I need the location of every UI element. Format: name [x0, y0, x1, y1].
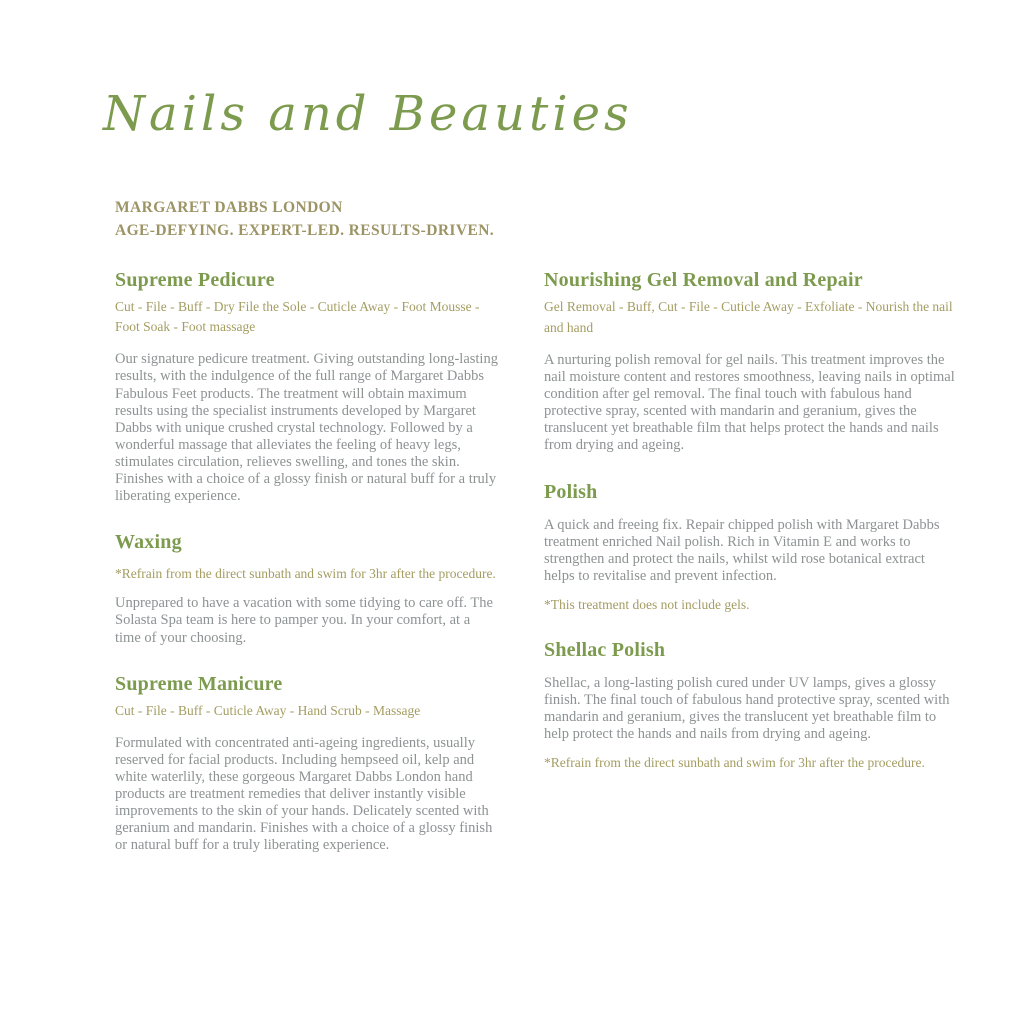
service-heading: Waxing [115, 531, 182, 554]
brand-block [115, 196, 498, 243]
section-polish [544, 481, 958, 613]
service-note: *Refrain from the direct sunbath and swim for 3hr after the procedure. [115, 566, 496, 582]
section-gel-removal [544, 269, 958, 455]
left-column [115, 196, 498, 854]
service-note: *This treatment does not include gels. [544, 596, 750, 612]
service-heading: Nourishing Gel Removal and Repair [544, 269, 863, 291]
service-description: Unprepared to have a vacation with some tidying to care off. The Solasta Spa team is here to pamper you. In your comfort, at a time of your choosing. [115, 595, 493, 646]
brand-name: MARGARET DABBS LONDON [115, 199, 343, 216]
service-description: Formulated with concentrated anti-ageing ingredients, usually reserved for facial products. Including hempseed oil, kelp and white waterlily, these gorgeous Margaret Dabbs London hand products are treatment remedies that deliver instantly visible improvements to the skin of your hands. Delicately scented with geranium and mandarin. Finishes with a choice of a glossy finish or natural buff for a truly liberating experience. [115, 734, 493, 854]
service-description: A quick and freeing fix. Repair chipped polish with Margaret Dabbs treatment enriched Nail polish. Rich in Vitamin E and works to strengthen and protect the nails, whilst wild rose botanical extract helps to revitalise and prevent infection. [544, 516, 940, 584]
service-includes: Cut - File - Buff - Cuticle Away - Hand Scrub - Massage [115, 702, 421, 718]
service-heading: Supreme Manicure [115, 672, 283, 695]
service-description: A nurturing polish removal for gel nails. This treatment improves the nail moisture content and restores smoothness, leaving nails in optimal condition after gel removal. The final touch with fabulous hand protective spray, scented with mandarin and geranium, gives the translucent yet breathable film that helps protect the hands and nails from drying and ageing. [544, 351, 955, 454]
brand-tagline: AGE-DEFYING. EXPERT-LED. RESULTS-DRIVEN. [115, 222, 495, 240]
section-supreme-manicure [115, 673, 498, 855]
service-includes: Cut - File - Buff - Dry File the Sole - Cuticle Away - Foot Mousse - Foot Soak - Foot massage [115, 298, 480, 335]
service-includes: Gel Removal - Buff, Cut - File - Cuticle Away - Exfoliate - Nourish the nail and hand [544, 299, 953, 335]
service-note: *Refrain from the direct sunbath and swim for 3hr after the procedure. [544, 755, 925, 771]
section-waxing [115, 531, 498, 646]
content-area [115, 196, 1024, 854]
service-description: Our signature pedicure treatment. Giving outstanding long-lasting results, with the indulgence of the full range of Margaret Dabbs Fabulous Feet products. The treatment will obtain maximum results using the specialist instruments developed by Margaret Dabbs with unique crushed crystal technology. Followed by a wonderful massage that alleviates the feeling of heavy legs, stimulates circulation, relieves swelling, and tones the skin. Finishes with a choice of a glossy finish or natural buff for a truly liberating experience. [115, 351, 498, 505]
service-heading: Shellac Polish [544, 638, 666, 661]
service-heading: Supreme Pedicure [115, 268, 275, 291]
page-title: Nails and Beauties [103, 86, 633, 142]
section-supreme-pedicure [115, 269, 498, 506]
service-description: Shellac, a long-lasting polish cured under UV lamps, gives a glossy finish. The final touch of fabulous hand protective spray, scented with mandarin and geranium, gives the translucent yet breathable film to help protect the hands and nails from drying and ageing. [544, 674, 950, 743]
service-heading: Polish [544, 480, 598, 503]
section-shellac-polish [544, 639, 958, 771]
right-column [544, 196, 958, 854]
